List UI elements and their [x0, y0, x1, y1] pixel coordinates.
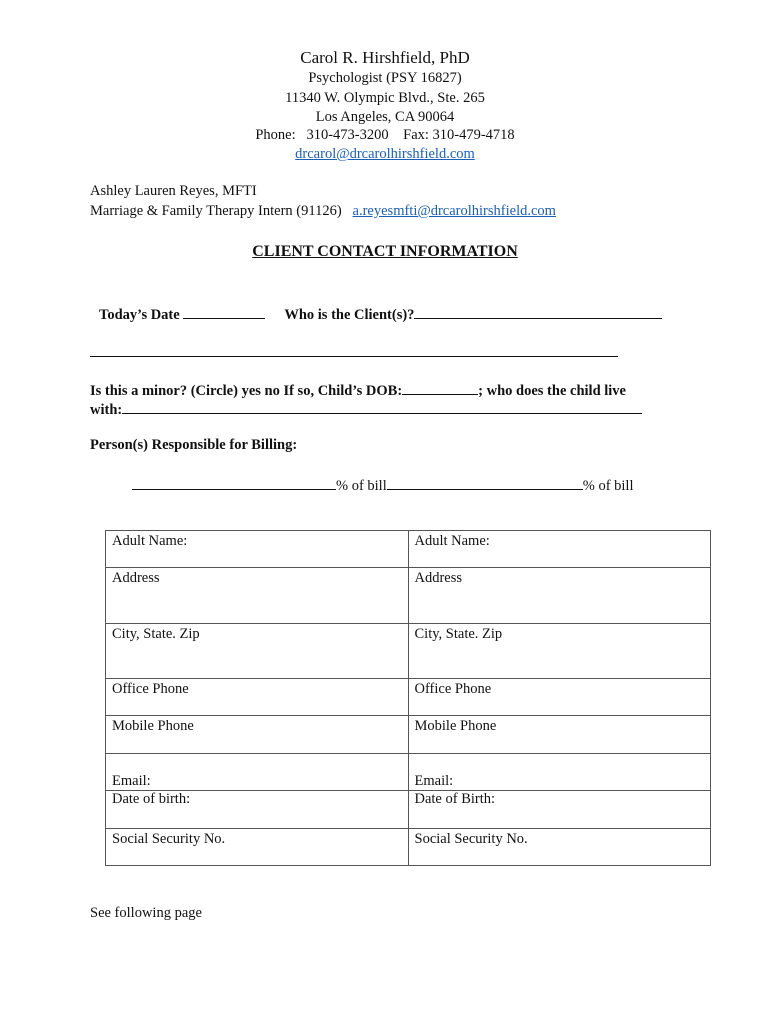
adult2-ssn-cell[interactable]: Social Security No. [408, 829, 711, 866]
adult2-address-cell[interactable]: Address [408, 568, 711, 624]
pct-bill-2-label: % of bill [582, 478, 634, 494]
practitioner-title: Psychologist (PSY 16827) [308, 70, 462, 86]
child-live-label: ; who does the child live [478, 383, 626, 399]
adult2-mobile-phone-cell[interactable]: Mobile Phone [408, 716, 711, 754]
phone-fax: Phone: 310-473-3200 Fax: 310-479-4718 [255, 127, 515, 143]
todays-date-field[interactable] [183, 304, 265, 319]
who-client-label: Who is the Client(s)? [284, 307, 415, 323]
adult2-city-cell[interactable]: City, State. Zip [408, 624, 711, 679]
table-row [106, 679, 711, 716]
table-row [106, 568, 711, 624]
adult1-address-cell[interactable]: Address [106, 568, 409, 624]
adult1-office-phone-cell[interactable]: Office Phone [106, 679, 409, 716]
client-continuation-field[interactable] [90, 356, 618, 357]
contact-table [105, 530, 711, 866]
intern-email-link[interactable]: a.reyesmfti@drcarolhirshfield.com [352, 203, 556, 219]
billing-person-2-field[interactable] [387, 475, 583, 490]
address-line-2: Los Angeles, CA 90064 [315, 109, 455, 125]
billing-person-1-field[interactable] [132, 475, 336, 490]
table-row [106, 716, 711, 754]
footer-note: See following page [90, 905, 202, 921]
adult2-dob-cell[interactable]: Date of Birth: [408, 791, 711, 829]
practitioner-name: Carol R. Hirshfield, PhD [300, 48, 470, 67]
adult1-ssn-cell[interactable]: Social Security No. [106, 829, 409, 866]
child-lives-with-field[interactable] [122, 399, 642, 414]
adult1-dob-cell[interactable]: Date of birth: [106, 791, 409, 829]
table-row [106, 531, 711, 568]
who-client-field[interactable] [414, 304, 662, 319]
table-row [106, 754, 711, 791]
minor-question: Is this a minor? (Circle) yes no If so, Child’s DOB: [90, 383, 403, 399]
child-dob-field[interactable] [402, 380, 478, 395]
billing-label: Person(s) Responsible for Billing: [90, 437, 298, 453]
adult1-city-cell[interactable]: City, State. Zip [106, 624, 409, 679]
adult1-name-cell[interactable]: Adult Name: [106, 531, 409, 568]
todays-date-label: Today’s Date [99, 307, 180, 323]
table-row [106, 624, 711, 679]
practitioner-email-link[interactable]: drcarol@drcarolhirshfield.com [295, 146, 475, 162]
adult2-office-phone-cell[interactable]: Office Phone [408, 679, 711, 716]
table-row [106, 791, 711, 829]
intern-name: Ashley Lauren Reyes, MFTI [90, 183, 257, 199]
intern-role: Marriage & Family Therapy Intern (91126) [90, 203, 342, 219]
with-label: with: [90, 402, 123, 418]
adult2-email-cell[interactable]: Email: [408, 754, 711, 791]
pct-bill-1-label: % of bill [336, 478, 387, 494]
address-line-1: 11340 W. Olympic Blvd., Ste. 265 [285, 90, 485, 106]
adult2-name-cell[interactable]: Adult Name: [408, 531, 711, 568]
adult1-email-cell[interactable]: Email: [106, 754, 409, 791]
table-row [106, 829, 711, 866]
adult1-mobile-phone-cell[interactable]: Mobile Phone [106, 716, 409, 754]
form-title: CLIENT CONTACT INFORMATION [252, 243, 518, 260]
